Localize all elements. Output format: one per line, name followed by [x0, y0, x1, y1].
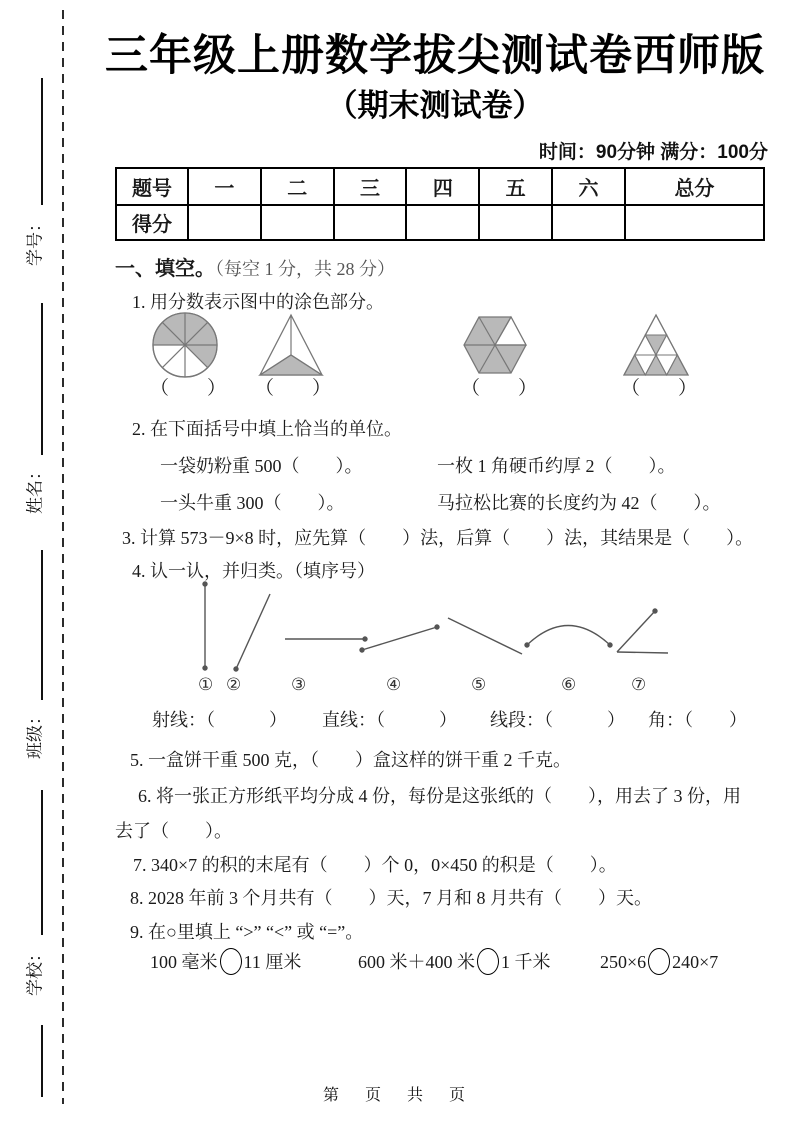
school-writing-line — [41, 790, 43, 935]
category-line: 直线：（ ） — [322, 710, 457, 730]
figure-label-1: ① — [198, 675, 214, 694]
fraction-circle-figure — [150, 311, 222, 381]
fraction-triangle-figure — [256, 311, 328, 381]
fraction-triangle-ninths-figure — [620, 311, 692, 381]
question-2-item-coin: 一枚 1 角硬币约厚 2（ ）。 — [437, 456, 676, 476]
section1-heading — [115, 252, 395, 281]
comparison-circle — [648, 948, 670, 975]
compare-item-2 — [358, 948, 551, 975]
page-subtitle: （期末测试卷） — [326, 88, 544, 123]
answer-bracket: （ ） — [255, 378, 332, 399]
category-segment: 线段：（ ） — [490, 710, 625, 730]
question-6-line2: 去了（ ）。 — [115, 821, 232, 841]
question-3-text: 3. 计算 573－9×8 时，应先算（ ）法，后算（ ）法，其结果是（ ）。 — [122, 528, 754, 548]
name-label: 姓名： — [25, 463, 45, 514]
question-6-line1: 6. 将一张正方形纸平均分成 4 份，每份是这张纸的（ ），用去了 3 份，用 — [138, 786, 741, 806]
header-col-3: 三 — [334, 168, 407, 205]
answer-bracket: （ ） — [461, 378, 538, 399]
score-cell — [552, 205, 625, 240]
header-col-1: 一 — [188, 168, 261, 205]
question-9-text: 9. 在○里填上 “>” “<” 或 “=”。 — [130, 922, 364, 942]
class-label: 班级： — [25, 708, 45, 759]
question-2-item-cow: 一头牛重 300（ ）。 — [160, 493, 345, 513]
score-cell — [334, 205, 407, 240]
school-label: 学校： — [25, 945, 45, 996]
answer-bracket: （ ） — [150, 378, 227, 399]
score-cell — [261, 205, 334, 240]
question-1-text: 1. 用分数表示图中的涂色部分。 — [132, 292, 384, 312]
comparison-circle — [477, 948, 499, 975]
fraction-hexagon-figure — [460, 311, 532, 381]
score-table — [115, 167, 765, 241]
page-title: 三年级上册数学拔尖测试卷西师版 — [105, 32, 765, 80]
student-number-label: 学号： — [25, 215, 45, 266]
score-cell — [479, 205, 552, 240]
score-cell — [406, 205, 479, 240]
score-table-score-row — [116, 205, 764, 240]
header-col-2: 二 — [261, 168, 334, 205]
compare-1-left: 100 毫米 — [150, 952, 218, 972]
category-angle: 角：（ ） — [648, 710, 747, 730]
question-5-text: 5. 一盒饼干重 500 克，（ ）盒这样的饼干重 2 千克。 — [130, 750, 571, 770]
compare-3-right: 240×7 — [672, 952, 719, 972]
binding-dashed-line — [62, 10, 64, 1104]
figure-label-5: ⑤ — [471, 675, 487, 694]
compare-item-3 — [600, 948, 718, 975]
compare-item-1 — [150, 948, 301, 975]
question-7-text: 7. 340×7 的积的末尾有（ ）个 0，0×450 的积是（ ）。 — [133, 855, 617, 875]
name-writing-line — [41, 303, 43, 455]
section1-heading-note: （每空 1 分，共 28 分） — [215, 259, 395, 279]
compare-1-right: 11 厘米 — [243, 952, 302, 972]
score-cell — [625, 205, 764, 240]
score-cell — [188, 205, 261, 240]
question-8-text: 8. 2028 年前 3 个月共有（ ）天，7 月和 8 月共有（ ）天。 — [130, 888, 652, 908]
question-2-item-milk: 一袋奶粉重 500（ ）。 — [160, 456, 363, 476]
category-ray: 射线：（ ） — [152, 710, 287, 730]
header-total: 总分 — [625, 168, 764, 205]
compare-3-left: 250×6 — [600, 952, 647, 972]
score-table-header-row — [116, 168, 764, 205]
question-2-text: 2. 在下面括号中填上恰当的单位。 — [132, 419, 402, 439]
answer-bracket: （ ） — [621, 378, 698, 399]
header-col-5: 五 — [479, 168, 552, 205]
student-number-writing-line — [41, 78, 43, 205]
score-row-label: 得分 — [116, 205, 188, 240]
header-col-6: 六 — [552, 168, 625, 205]
header-col-4: 四 — [406, 168, 479, 205]
class-writing-line — [41, 550, 43, 700]
line-figures-diagram — [190, 578, 680, 674]
figure-label-2: ② — [226, 675, 242, 694]
question-2-item-marathon: 马拉松比赛的长度约为 42（ ）。 — [437, 493, 721, 513]
section1-heading-bold: 一、填空。 — [115, 258, 215, 280]
comparison-circle — [220, 948, 242, 975]
figure-label-6: ⑥ — [561, 675, 577, 694]
page-footer: 第 页 共 页 — [322, 1087, 470, 1104]
figure-label-4: ④ — [386, 675, 402, 694]
figure-label-3: ③ — [291, 675, 307, 694]
compare-2-left: 600 米＋400 米 — [358, 952, 475, 972]
header-question-number: 题号 — [116, 168, 188, 205]
question-4-text: 4. 认一认，并归类。（填序号） — [132, 561, 375, 581]
figure-label-7: ⑦ — [631, 675, 647, 694]
time-score-info: 时间：90分钟 满分：100分 — [538, 142, 768, 163]
compare-2-right: 1 千米 — [501, 952, 551, 972]
